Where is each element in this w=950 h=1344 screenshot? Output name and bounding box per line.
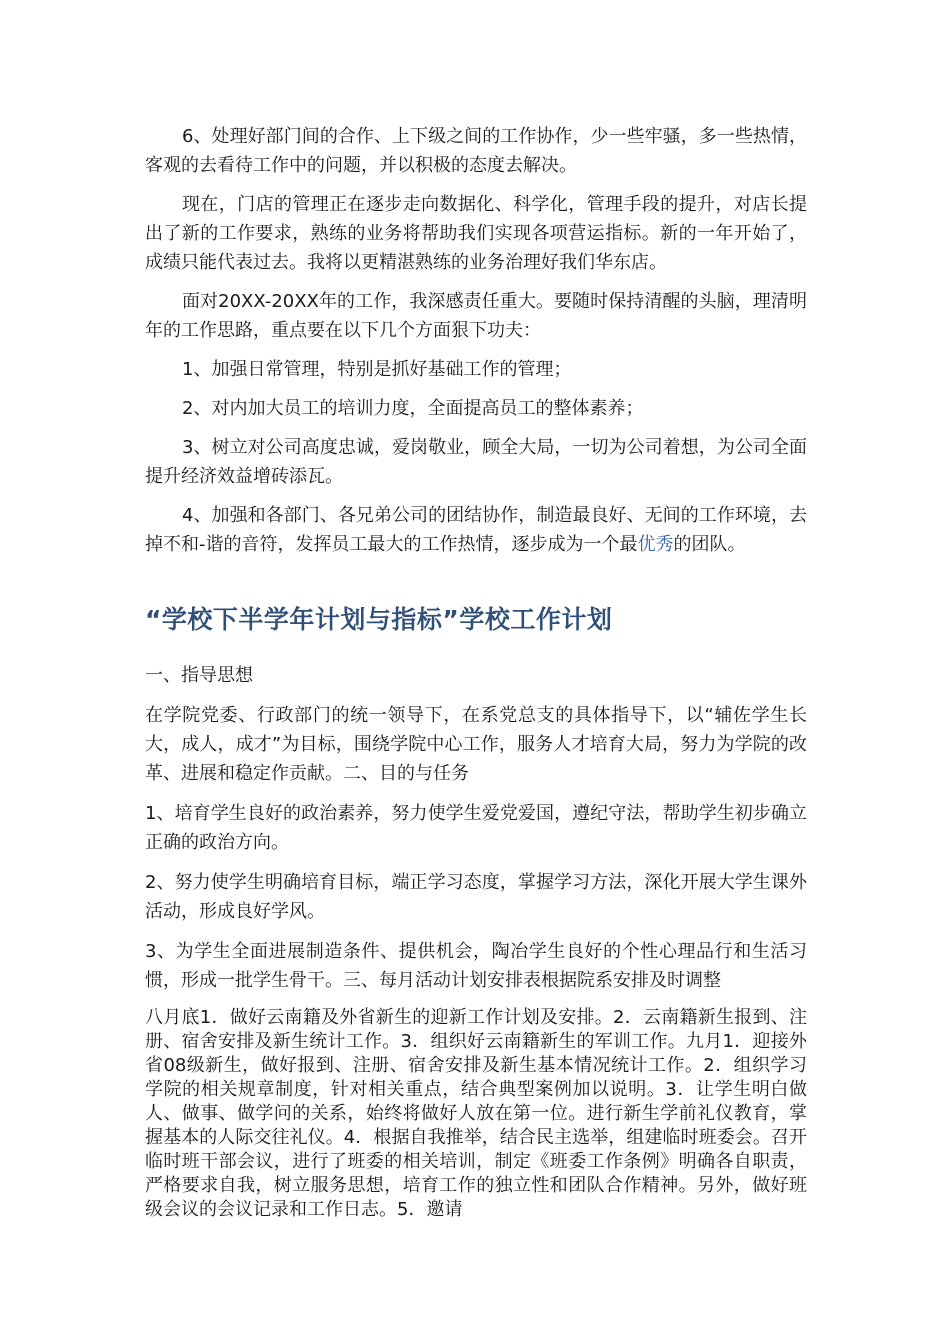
goal-item-1: 1、培育学生良好的政治素养，努力使学生爱党爱国，遵纪守法，帮助学生初步确立正确的政治方向。	[145, 803, 807, 853]
section-title: “学校下半学年计划与指标”学校工作计划	[145, 605, 613, 634]
paragraph-store-management: 现在，门店的管理正在逐步走向数据化、科学化，管理手段的提升，对店长提出了新的工作要求，熟练的业务将帮助我们实现各项营运指标。新的一年开始了，成绩只能代表过去。我将以更精湛熟练的业务治理好我们华东店。	[145, 194, 807, 273]
list-item-1: 1、加强日常管理，特别是抓好基础工作的管理；	[182, 359, 572, 380]
list-item-2: 2、对内加大员工的培训力度，全面提高员工的整体素养；	[182, 398, 644, 419]
paragraph-guiding-ideology: 在学院党委、行政部门的统一领导下，在系党总支的具体指导下，以“辅佐学生长大，成人，成才”为目标，围绕学院中心工作，服务人才培育大局，努力为学院的改革、进展和稳定作贡献。二、目的与任务	[145, 705, 807, 784]
paragraph-item-6: 6、处理好部门间的合作、上下级之间的工作协作，少一些牢骚，多一些热情，客观的去看待工作中的问题，并以积极的态度去解决。	[145, 126, 807, 176]
list-item-4-text-end: 的团队。	[673, 534, 746, 555]
list-item-3: 3、树立对公司高度忠诚，爱岗敬业，顾全大局，一切为公司着想，为公司全面提升经济效益增砖添瓦。	[145, 437, 807, 487]
paragraph-next-year: 面对20XX-20XX年的工作，我深感责任重大。要随时保持清醒的头脑，理清明年的工作思路，重点要在以下几个方面狠下功夫：	[145, 291, 807, 341]
subheading-guiding-ideology: 一、指导思想	[145, 665, 253, 686]
goal-item-2: 2、努力使学生明确培育目标，端正学习态度，掌握学习方法，深化开展大学生课外活动，形成良好学风。	[145, 872, 807, 922]
highlight-link[interactable]: 优秀	[637, 534, 674, 555]
goal-item-3: 3、为学生全面进展制造条件、提供机会，陶冶学生良好的个性心理品行和生活习惯，形成一批学生骨干。三、每月活动计划安排表根据院系安排及时调整	[145, 941, 807, 991]
paragraph-monthly-schedule: 八月底1．做好云南籍及外省新生的迎新工作计划及安排。2．云南籍新生报到、注册、宿舍安排及新生统计工作。3．组织好云南籍新生的军训工作。九月1．迎接外省08级新生，做好报到、注册、宿舍安排及新生基本情况统计工作。2．组织学习学院的相关规章制度，针对相关重点，结合典型案例加以说明。3．让学生明白做人、做事、做学问的关系，始终将做好人放在第一位。进行新生学前礼仪教育，掌握基本的人际交往礼仪。4．根据自我推举，结合民主选举，组建临时班委会。召开临时班干部会议，进行了班委的相关培训，制定《班委工作条例》明确各自职责，严格要求自我，树立服务思想，培育工作的独立性和团队合作精神。另外，做好班级会议的会议记录和工作日志。5．邀请	[145, 1007, 807, 1220]
document-body	[145, 122, 807, 1222]
list-item-4-text-start: 4、加强和各部门、各兄弟公司的团结协作，制造最良好、无间的工作环境，去掉不和-谐的音符，发挥员工最大的工作热情，逐步成为一个最	[145, 505, 807, 555]
list-item-4	[145, 501, 807, 559]
